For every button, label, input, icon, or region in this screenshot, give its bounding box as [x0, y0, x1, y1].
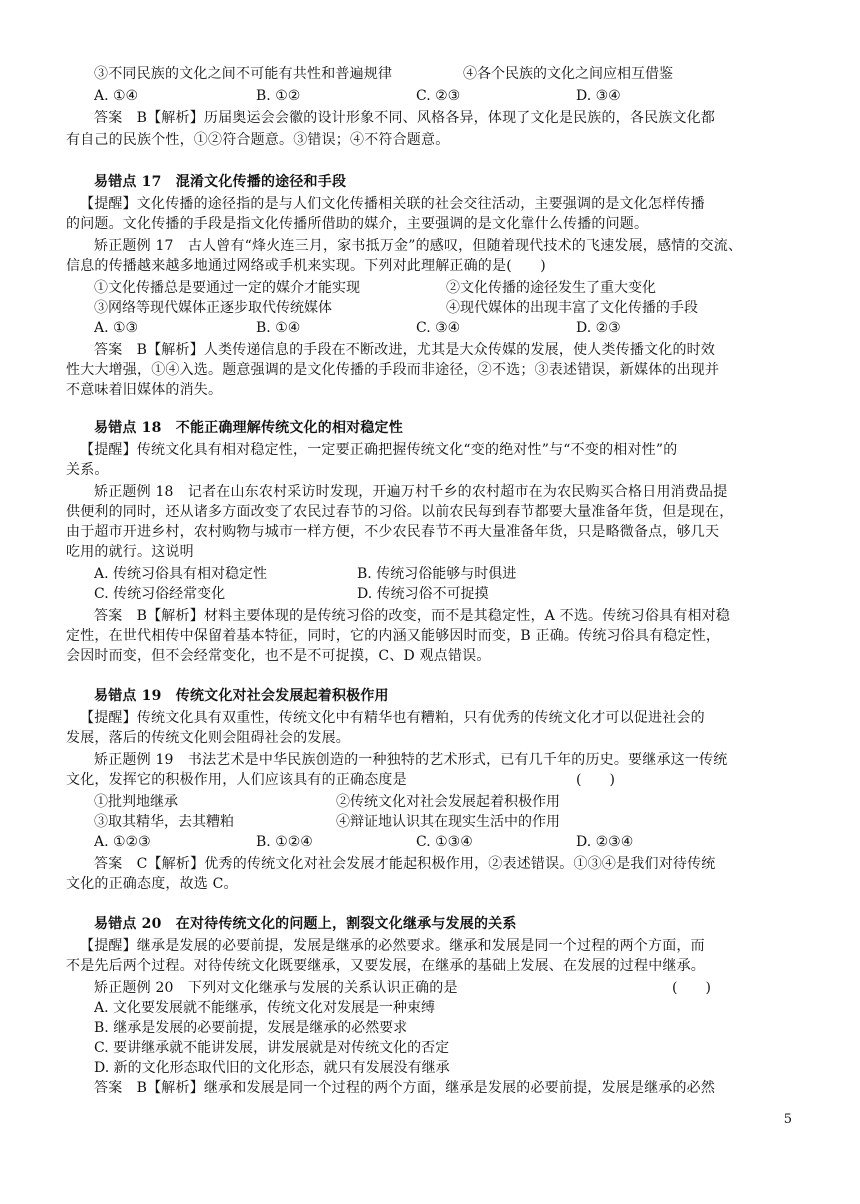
tip-line: 发展，落后的传统文化则会阻碍社会的发展。	[66, 730, 350, 746]
choice-4: ④各个民族的文化之间应相互借鉴	[463, 66, 673, 82]
option-a: A. ①③	[94, 320, 139, 336]
section-title: 易错点 17 混淆文化传播的途径和手段	[94, 174, 347, 190]
option-c: C. ③④	[416, 320, 461, 336]
option-a: A. 传统习俗具有相对稳定性	[94, 566, 268, 582]
tip-line: 【提醒】传统文化具有双重性，传统文化中有精华也有糟粕，只有优秀的传统文化才可以促进社会的	[80, 710, 705, 726]
answer-line: 有自己的民族个性，①②符合题意。③错误；④不符合题意。	[66, 132, 450, 148]
choice-4: ④辩证地认识其在现实生活中的作用	[336, 814, 560, 830]
option-d: D. ③④	[576, 88, 621, 104]
choice-3: ③取其精华，去其糟粕	[94, 814, 234, 830]
example-line: 吃用的就行。这说明	[66, 544, 194, 560]
example-line: 矫正题例 18 记者在山东农村采访时发现，开遍万村千乡的农村超市在为农民购买合格日用消费品提	[94, 484, 728, 500]
answer-line: 定性，在世代相传中保留着基本特征，同时，它的内涵又能够因时而变，B 正确。传统习俗具有稳定性，	[66, 628, 721, 644]
choice-2: ②文化传播的途径发生了重大变化	[446, 280, 656, 296]
option-b: B. ①②④	[256, 834, 313, 850]
choice-1: ①文化传播总是要通过一定的媒介才能实现	[94, 280, 360, 296]
answer-blank: ( )	[576, 772, 615, 788]
option-c: C. 要讲继承就不能讲发展，讲发展就是对传统文化的否定	[94, 1040, 450, 1056]
option-a: A. ①④	[94, 88, 139, 104]
answer-line: 文化的正确态度，故选 C。	[66, 876, 238, 892]
example-line: 由于超市开进乡村，农村购物与城市一样方便，不少农民春节不再大量准备年货，只是略微备点，够几天	[66, 524, 720, 540]
choice-4: ④现代媒体的出现丰富了文化传播的手段	[446, 300, 698, 316]
answer-blank: ( )	[672, 980, 711, 996]
answer-line: 会因时而变，但不会经常变化，也不是不可捉摸，C、D 观点错误。	[66, 648, 491, 664]
option-d: D. ②③④	[576, 834, 634, 850]
choice-1: ①批判地继承	[94, 794, 178, 810]
example-line: 矫正题例 17 古人曾有“烽火连三月，家书抵万金”的感叹，但随着现代技术的飞速发展，感情的交流、	[94, 238, 743, 254]
section-title: 易错点 18 不能正确理解传统文化的相对稳定性	[94, 420, 403, 436]
option-c: C. ①③④	[416, 834, 473, 850]
tip-line: 不是先后两个过程。对待传统文化既要继承，又要发展，在继承的基础上发展、在发展的过程中继承。	[66, 958, 705, 974]
choice-3: ③网络等现代媒体正逐步取代传统媒体	[94, 300, 332, 316]
option-a: A. ①②③	[94, 834, 151, 850]
example-line: 供便利的同时，还从诸多方面改变了农民过春节的习俗。以前农民每到春节都要大量准备年货，但是现在，	[66, 504, 734, 520]
option-c: C. ②③	[416, 88, 461, 104]
example-line: 矫正题例 20 下列对文化继承与发展的关系认识正确的是	[94, 980, 458, 996]
example-line: 矫正题例 19 书法艺术是中华民族创造的一种独特的艺术形式，已有几千年的历史。要继承这一传统	[94, 752, 728, 768]
tip-line: 【提醒】传统文化具有相对稳定性，一定要正确把握传统文化“变的绝对性”与“不变的相对性”的	[80, 442, 678, 458]
choice-2: ②传统文化对社会发展起着积极作用	[336, 794, 560, 810]
tip-line: 【提醒】继承是发展的必要前提，发展是继承的必然要求。继承和发展是同一个过程的两个方面，而	[80, 938, 705, 954]
option-d: D. 新的文化形态取代旧的文化形态，就只有发展没有继承	[94, 1060, 450, 1076]
answer-line: 答案 B【解析】材料主要体现的是传统习俗的改变，而不是其稳定性，A 不选。传统习俗具有相对稳	[94, 608, 731, 624]
option-b: B. 继承是发展的必要前提，发展是继承的必然要求	[94, 1020, 408, 1036]
answer-line: 答案 B【解析】历届奥运会会徽的设计形象不同、风格各异，体现了文化是民族的，各民族文化都	[94, 110, 716, 126]
option-a: A. 文化要发展就不能继承，传统文化对发展是一种束缚	[94, 1000, 436, 1016]
answer-line: 答案 C【解析】优秀的传统文化对社会发展才能起积极作用，②表述错误。①③④是我们对待传统	[94, 856, 716, 872]
answer-line: 不意味着旧媒体的消失。	[66, 382, 223, 398]
page-number: 5	[783, 1112, 792, 1127]
example-line: 信息的传播越来越多地通过网络或手机来实现。下列对此理解正确的是( )	[66, 258, 546, 274]
option-b: B. ①②	[256, 88, 301, 104]
tip-line: 【提醒】文化传播的途径指的是与人们文化传播相关联的社会交往活动，主要强调的是文化怎样传播	[80, 196, 705, 212]
section-title: 易错点 20 在对待传统文化的问题上，割裂文化继承与发展的关系	[94, 916, 517, 932]
option-d: D. ②③	[576, 320, 621, 336]
choice-3: ③不同民族的文化之间不可能有共性和普遍规律	[94, 66, 393, 82]
example-line: 文化，发挥它的积极作用，人们应该具有的正确态度是	[66, 772, 407, 788]
tip-line: 关系。	[66, 462, 109, 478]
section-title: 易错点 19 传统文化对社会发展起着积极作用	[94, 688, 389, 704]
option-d: D. 传统习俗不可捉摸	[357, 586, 489, 602]
answer-line: 答案 B【解析】继承和发展是同一个过程的两个方面，继承是发展的必要前提，发展是继承的必然	[94, 1080, 716, 1096]
answer-line: 答案 B【解析】人类传递信息的手段在不断改进，尤其是大众传媒的发展，使人类传播文化的时效	[94, 342, 716, 358]
option-c: C. 传统习俗经常变化	[94, 586, 226, 602]
option-b: B. ①④	[256, 320, 301, 336]
answer-line: 性大大增强，①④入选。题意强调的是文化传播的手段而非途径，②不选；③表述错误，新媒体的出现并	[66, 362, 720, 378]
tip-line: 的问题。文化传播的手段是指文化传播所借助的媒介，主要强调的是文化靠什么传播的问题。	[66, 216, 649, 232]
option-b: B. 传统习俗能够与时俱进	[357, 566, 517, 582]
